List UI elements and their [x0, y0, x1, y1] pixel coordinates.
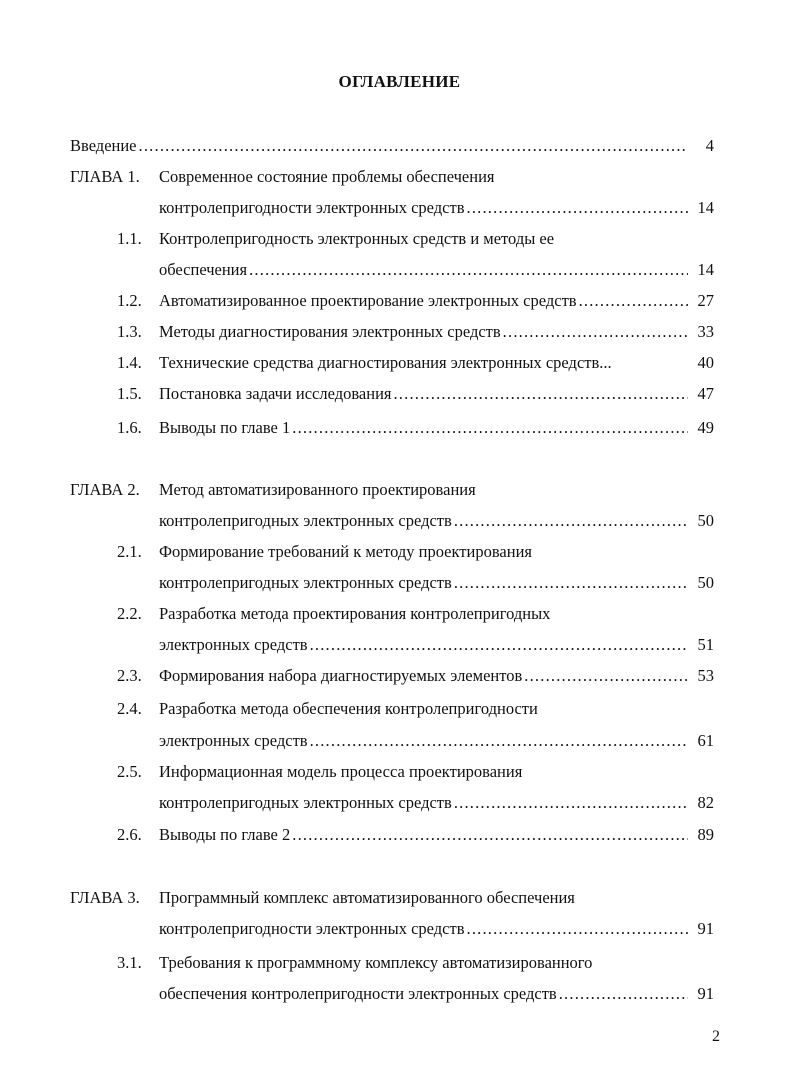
- toc-entry-text: Введение: [70, 136, 137, 155]
- dot-leader: [292, 825, 688, 845]
- section-title: Постановка задачи исследования: [159, 384, 392, 403]
- section-title: Выводы по главе 2: [159, 825, 291, 844]
- section-number: 3.1.: [117, 953, 142, 972]
- section-number: 1.6.: [117, 418, 142, 437]
- toc-chapter-2-continued[interactable]: [159, 511, 714, 535]
- section-number: 2.5.: [117, 762, 142, 781]
- toc-chapter-1-heading[interactable]: [70, 167, 714, 191]
- section-title: Методы диагностирования электронных средств: [159, 322, 501, 341]
- section-title-cont: контролепригодных электронных средств: [159, 793, 452, 812]
- toc-page-number: 47: [697, 384, 714, 403]
- chapter-title: Метод автоматизированного проектирования: [159, 480, 476, 499]
- dot-leader: [249, 260, 688, 280]
- toc-section-3-1[interactable]: [117, 953, 714, 977]
- section-title: Разработка метода проектирования контролепригодных: [159, 604, 551, 623]
- section-number: 1.1.: [117, 229, 142, 248]
- dot-leader: [454, 793, 688, 813]
- toc-page-number: 33: [697, 322, 714, 341]
- chapter-title-cont: контролепригодности электронных средств: [159, 198, 465, 217]
- section-title-cont: электронных средств: [159, 635, 308, 654]
- dot-leader: [454, 511, 688, 531]
- chapter-title: Программный комплекс автоматизированного обеспечения: [159, 888, 575, 907]
- toc-chapter-2-heading[interactable]: [70, 480, 714, 504]
- toc-section-1-1-continued[interactable]: [159, 260, 714, 284]
- dot-leader: [467, 919, 689, 939]
- toc-page-number: 82: [697, 793, 714, 812]
- toc-chapter-1-continued[interactable]: [159, 198, 714, 222]
- page-number: 2: [712, 1028, 720, 1045]
- chapter-title-cont: контролепригодности электронных средств: [159, 919, 465, 938]
- toc-chapter-3-heading[interactable]: [70, 888, 714, 912]
- toc-page-number: 27: [697, 291, 714, 310]
- section-title: Формирование требований к методу проектирования: [159, 542, 532, 561]
- section-title: Контролепригодность электронных средств и методы ее: [159, 229, 555, 248]
- section-number: 2.1.: [117, 542, 142, 561]
- toc-page-number: 91: [697, 919, 714, 938]
- toc-section-3-1-continued[interactable]: [159, 984, 714, 1008]
- toc-section-1-1[interactable]: [117, 229, 714, 253]
- toc-page-number: 51: [697, 635, 714, 654]
- toc-section-2-1-continued[interactable]: [159, 573, 714, 597]
- section-number: 1.5.: [117, 384, 142, 403]
- toc-section-1-6[interactable]: [117, 418, 714, 442]
- toc-section-2-4-continued[interactable]: [159, 731, 714, 755]
- section-number: 1.2.: [117, 291, 142, 310]
- section-title-cont: контролепригодных электронных средств: [159, 573, 452, 592]
- dot-leader: [310, 635, 688, 655]
- toc-page-number: 89: [697, 825, 714, 844]
- section-number: 2.3.: [117, 666, 142, 685]
- section-title: Автоматизированное проектирование электронных средств: [159, 291, 577, 310]
- section-title-cont: электронных средств: [159, 731, 308, 750]
- toc-page-number: 14: [697, 260, 714, 279]
- chapter-title-cont: контролепригодных электронных средств: [159, 511, 452, 530]
- dot-leader: [292, 418, 688, 438]
- dot-leader: [524, 666, 688, 686]
- toc-section-2-2-continued[interactable]: [159, 635, 714, 659]
- section-title: Требования к программному комплексу автоматизированного: [159, 953, 593, 972]
- toc-page-number: 50: [697, 511, 714, 530]
- section-number: 1.3.: [117, 322, 142, 341]
- chapter-title: Современное состояние проблемы обеспечения: [159, 167, 495, 186]
- section-number: 2.2.: [117, 604, 142, 623]
- dot-leader: [467, 198, 689, 218]
- chapter-label: ГЛАВА 3.: [70, 888, 140, 907]
- section-number: 2.6.: [117, 825, 142, 844]
- section-title-cont: обеспечения: [159, 260, 248, 279]
- toc-section-2-6[interactable]: [117, 825, 714, 849]
- section-number: 1.4.: [117, 353, 142, 372]
- toc-page-number: 50: [697, 573, 714, 592]
- toc-page-number: 4: [705, 136, 714, 155]
- toc-entry-intro[interactable]: [70, 136, 714, 160]
- chapter-label: ГЛАВА 1.: [70, 167, 140, 186]
- toc-section-1-3[interactable]: [117, 322, 714, 346]
- toc-page-number: 53: [697, 666, 714, 685]
- toc-section-2-4[interactable]: [117, 699, 714, 723]
- toc-section-2-2[interactable]: [117, 604, 714, 628]
- toc-section-1-2[interactable]: [117, 291, 714, 315]
- dot-leader: [393, 384, 688, 404]
- section-title-cont: обеспечения контролепригодности электронных средств: [159, 984, 557, 1003]
- toc-section-2-3[interactable]: [117, 666, 714, 690]
- toc-section-1-4[interactable]: [117, 353, 714, 377]
- section-number: 2.4.: [117, 699, 142, 718]
- dot-leader: [139, 136, 688, 156]
- toc-page-number: 91: [697, 984, 714, 1003]
- section-title: Разработка метода обеспечения контролепригодности: [159, 699, 538, 718]
- dot-leader: [579, 291, 688, 311]
- toc-page-number: 14: [697, 198, 714, 217]
- toc-section-2-1[interactable]: [117, 542, 714, 566]
- toc-page-number: 61: [697, 731, 714, 750]
- dot-leader: [310, 731, 688, 751]
- dot-leader: [503, 322, 688, 342]
- toc-page-number: 40: [697, 353, 714, 372]
- toc-section-1-5[interactable]: [117, 384, 714, 408]
- toc-section-2-5[interactable]: [117, 762, 714, 786]
- section-title: Формирования набора диагностируемых элементов: [159, 666, 523, 685]
- section-title: Выводы по главе 1: [159, 418, 291, 437]
- section-title: Информационная модель процесса проектирования: [159, 762, 523, 781]
- toc-section-2-5-continued[interactable]: [159, 793, 714, 817]
- chapter-label: ГЛАВА 2.: [70, 480, 140, 499]
- toc-page-number: 49: [697, 418, 714, 437]
- page-title: ОГЛАВЛЕНИЕ: [338, 72, 461, 91]
- section-title: Технические средства диагностирования электронных средств...: [159, 353, 612, 372]
- dot-leader: [559, 984, 688, 1004]
- dot-leader: [454, 573, 688, 593]
- toc-chapter-3-continued[interactable]: [159, 919, 714, 943]
